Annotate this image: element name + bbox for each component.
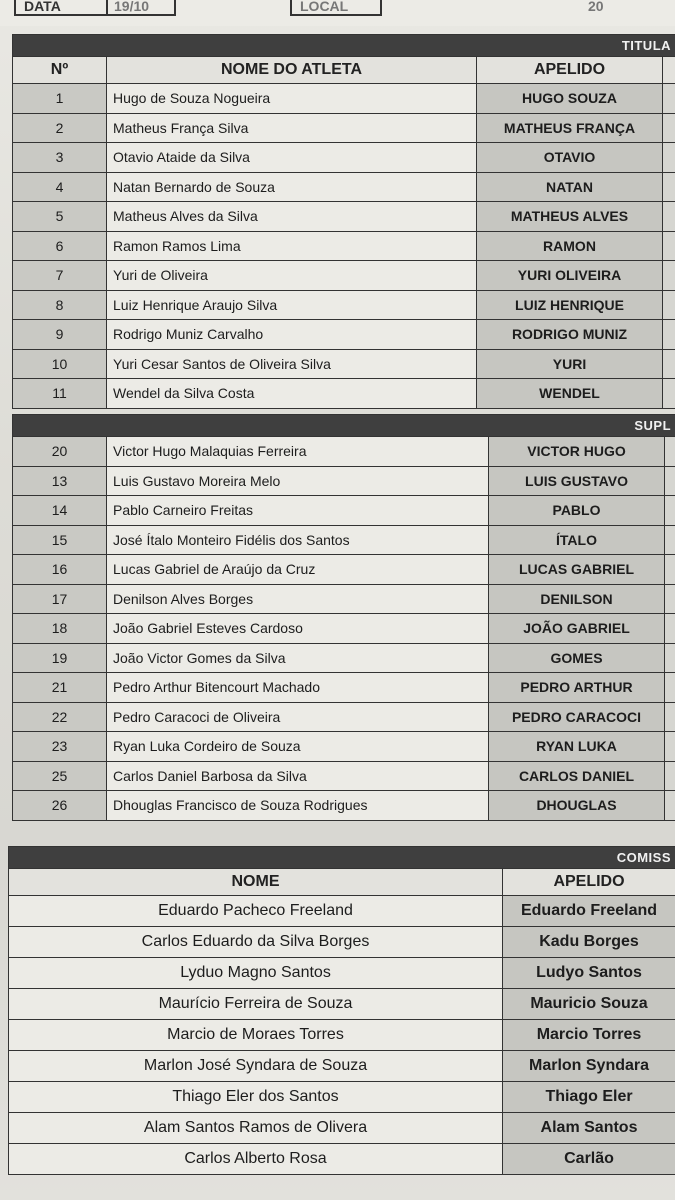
player-number: 20 [13,437,107,467]
staff-header-row [9,869,675,896]
table-row [13,791,675,821]
row-stub [665,525,675,555]
player-nickname: NATAN [477,172,663,202]
player-number: 19 [13,643,107,673]
player-number: 3 [13,143,107,173]
table-row [13,614,675,644]
table-row [13,172,675,202]
header-strip [0,0,675,26]
table-row [13,437,675,467]
table-row [13,466,675,496]
player-nickname: GOMES [489,643,665,673]
player-name: Otavio Ataide da Silva [107,143,477,173]
row-stub [663,202,675,232]
table-row [9,1051,675,1082]
row-stub [663,231,675,261]
player-nickname: RYAN LUKA [489,732,665,762]
starters-title: TITULA [13,35,675,57]
table-row [13,525,675,555]
player-nickname: VICTOR HUGO [489,437,665,467]
row-stub [663,84,675,114]
row-stub [665,761,675,791]
player-nickname: DENILSON [489,584,665,614]
row-stub [663,113,675,143]
player-number: 13 [13,466,107,496]
player-number: 9 [13,320,107,350]
player-number: 18 [13,614,107,644]
staff-nickname: Marcio Torres [503,1020,675,1051]
row-stub [665,643,675,673]
staff-nickname: Carlão [503,1144,675,1175]
player-name: Natan Bernardo de Souza [107,172,477,202]
player-nickname: JOÃO GABRIEL [489,614,665,644]
player-number: 2 [13,113,107,143]
row-stub [663,349,675,379]
col-number: Nº [13,57,107,84]
table-row [13,379,675,409]
starters-table [12,34,675,409]
local-label: LOCAL [290,0,382,16]
table-row [9,1082,675,1113]
col-stub [663,57,675,84]
player-name: Hugo de Souza Nogueira [107,84,477,114]
player-nickname: MATHEUS FRANÇA [477,113,663,143]
row-stub [665,673,675,703]
table-row [13,349,675,379]
table-row [9,1144,675,1175]
row-stub [665,702,675,732]
starters-header-row [13,57,675,84]
player-nickname: LUCAS GABRIEL [489,555,665,585]
player-nickname: OTAVIO [477,143,663,173]
staff-name: Eduardo Pacheco Freeland [9,896,503,927]
date-value: 19/10 [106,0,176,16]
row-stub [663,379,675,409]
date-label: DATA [14,0,108,16]
player-number: 7 [13,261,107,291]
row-stub [665,496,675,526]
staff-nickname: Ludyo Santos [503,958,675,989]
player-nickname: DHOUGLAS [489,791,665,821]
player-name: João Victor Gomes da Silva [107,643,489,673]
player-name: Matheus Alves da Silva [107,202,477,232]
staff-name: Carlos Eduardo da Silva Borges [9,927,503,958]
table-row [9,1113,675,1144]
player-number: 16 [13,555,107,585]
player-nickname: CARLOS DANIEL [489,761,665,791]
player-nickname: PABLO [489,496,665,526]
player-name: Ryan Luka Cordeiro de Souza [107,732,489,762]
player-nickname: PEDRO CARACOCI [489,702,665,732]
col-athlete-name: NOME DO ATLETA [107,57,477,84]
staff-title: COMISS [9,847,675,869]
player-name: Yuri de Oliveira [107,261,477,291]
table-row [13,113,675,143]
player-number: 11 [13,379,107,409]
col-staff-nickname: APELIDO [503,869,675,896]
col-nickname: APELIDO [477,57,663,84]
col-staff-name: NOME [9,869,503,896]
staff-name: Marcio de Moraes Torres [9,1020,503,1051]
player-nickname: MATHEUS ALVES [477,202,663,232]
staff-nickname: Marlon Syndara [503,1051,675,1082]
player-name: Luis Gustavo Moreira Melo [107,466,489,496]
table-row [13,143,675,173]
staff-name: Marlon José Syndara de Souza [9,1051,503,1082]
table-row [13,702,675,732]
table-row [13,202,675,232]
row-stub [665,791,675,821]
row-stub [665,466,675,496]
player-nickname: LUIS GUSTAVO [489,466,665,496]
player-name: Victor Hugo Malaquias Ferreira [107,437,489,467]
player-name: Ramon Ramos Lima [107,231,477,261]
row-stub [663,290,675,320]
row-stub [663,172,675,202]
staff-name: Lyduo Magno Santos [9,958,503,989]
table-row [13,555,675,585]
staff-name: Thiago Eler dos Santos [9,1082,503,1113]
player-number: 8 [13,290,107,320]
table-row [13,673,675,703]
staff-nickname: Eduardo Freeland [503,896,675,927]
staff-nickname: Alam Santos [503,1113,675,1144]
table-row [13,584,675,614]
row-stub [663,320,675,350]
player-nickname: HUGO SOUZA [477,84,663,114]
table-row [13,496,675,526]
player-number: 6 [13,231,107,261]
table-row [13,761,675,791]
table-row [13,643,675,673]
player-number: 23 [13,732,107,762]
table-row [9,896,675,927]
staff-nickname: Mauricio Souza [503,989,675,1020]
player-nickname: RAMON [477,231,663,261]
player-name: Pedro Arthur Bitencourt Machado [107,673,489,703]
substitutes-title: SUPL [13,415,675,437]
player-name: Lucas Gabriel de Araújo da Cruz [107,555,489,585]
table-row [13,320,675,350]
table-row [13,231,675,261]
player-nickname: WENDEL [477,379,663,409]
player-name: Luiz Henrique Araujo Silva [107,290,477,320]
player-name: Denilson Alves Borges [107,584,489,614]
player-name: Wendel da Silva Costa [107,379,477,409]
table-row [9,927,675,958]
player-number: 15 [13,525,107,555]
staff-band [9,847,675,869]
staff-name: Alam Santos Ramos de Olivera [9,1113,503,1144]
staff-name: Maurício Ferreira de Souza [9,989,503,1020]
table-row [13,84,675,114]
player-nickname: ÍTALO [489,525,665,555]
staff-name: Carlos Alberto Rosa [9,1144,503,1175]
player-name: Carlos Daniel Barbosa da Silva [107,761,489,791]
player-nickname: PEDRO ARTHUR [489,673,665,703]
player-number: 21 [13,673,107,703]
table-row [9,989,675,1020]
player-number: 10 [13,349,107,379]
starters-band [13,35,675,57]
player-number: 1 [13,84,107,114]
player-name: João Gabriel Esteves Cardoso [107,614,489,644]
table-row [13,261,675,291]
row-stub [665,614,675,644]
player-number: 22 [13,702,107,732]
row-stub [663,143,675,173]
table-row [9,1020,675,1051]
header-fragment: 20 [588,0,604,14]
player-number: 17 [13,584,107,614]
row-stub [665,732,675,762]
staff-nickname: Thiago Eler [503,1082,675,1113]
player-nickname: RODRIGO MUNIZ [477,320,663,350]
player-number: 4 [13,172,107,202]
player-nickname: YURI [477,349,663,379]
row-stub [665,555,675,585]
player-name: Dhouglas Francisco de Souza Rodrigues [107,791,489,821]
player-name: Matheus França Silva [107,113,477,143]
player-name: Pedro Caracoci de Oliveira [107,702,489,732]
row-stub [665,437,675,467]
player-name: José Ítalo Monteiro Fidélis dos Santos [107,525,489,555]
player-number: 14 [13,496,107,526]
staff-table [8,846,675,1175]
player-nickname: LUIZ HENRIQUE [477,290,663,320]
staff-nickname: Kadu Borges [503,927,675,958]
player-name: Pablo Carneiro Freitas [107,496,489,526]
player-name: Yuri Cesar Santos de Oliveira Silva [107,349,477,379]
player-number: 25 [13,761,107,791]
player-number: 26 [13,791,107,821]
row-stub [663,261,675,291]
row-stub [665,584,675,614]
player-name: Rodrigo Muniz Carvalho [107,320,477,350]
substitutes-band [13,415,675,437]
player-number: 5 [13,202,107,232]
table-row [13,732,675,762]
table-row [13,290,675,320]
substitutes-table [12,414,675,821]
player-nickname: YURI OLIVEIRA [477,261,663,291]
table-row [9,958,675,989]
